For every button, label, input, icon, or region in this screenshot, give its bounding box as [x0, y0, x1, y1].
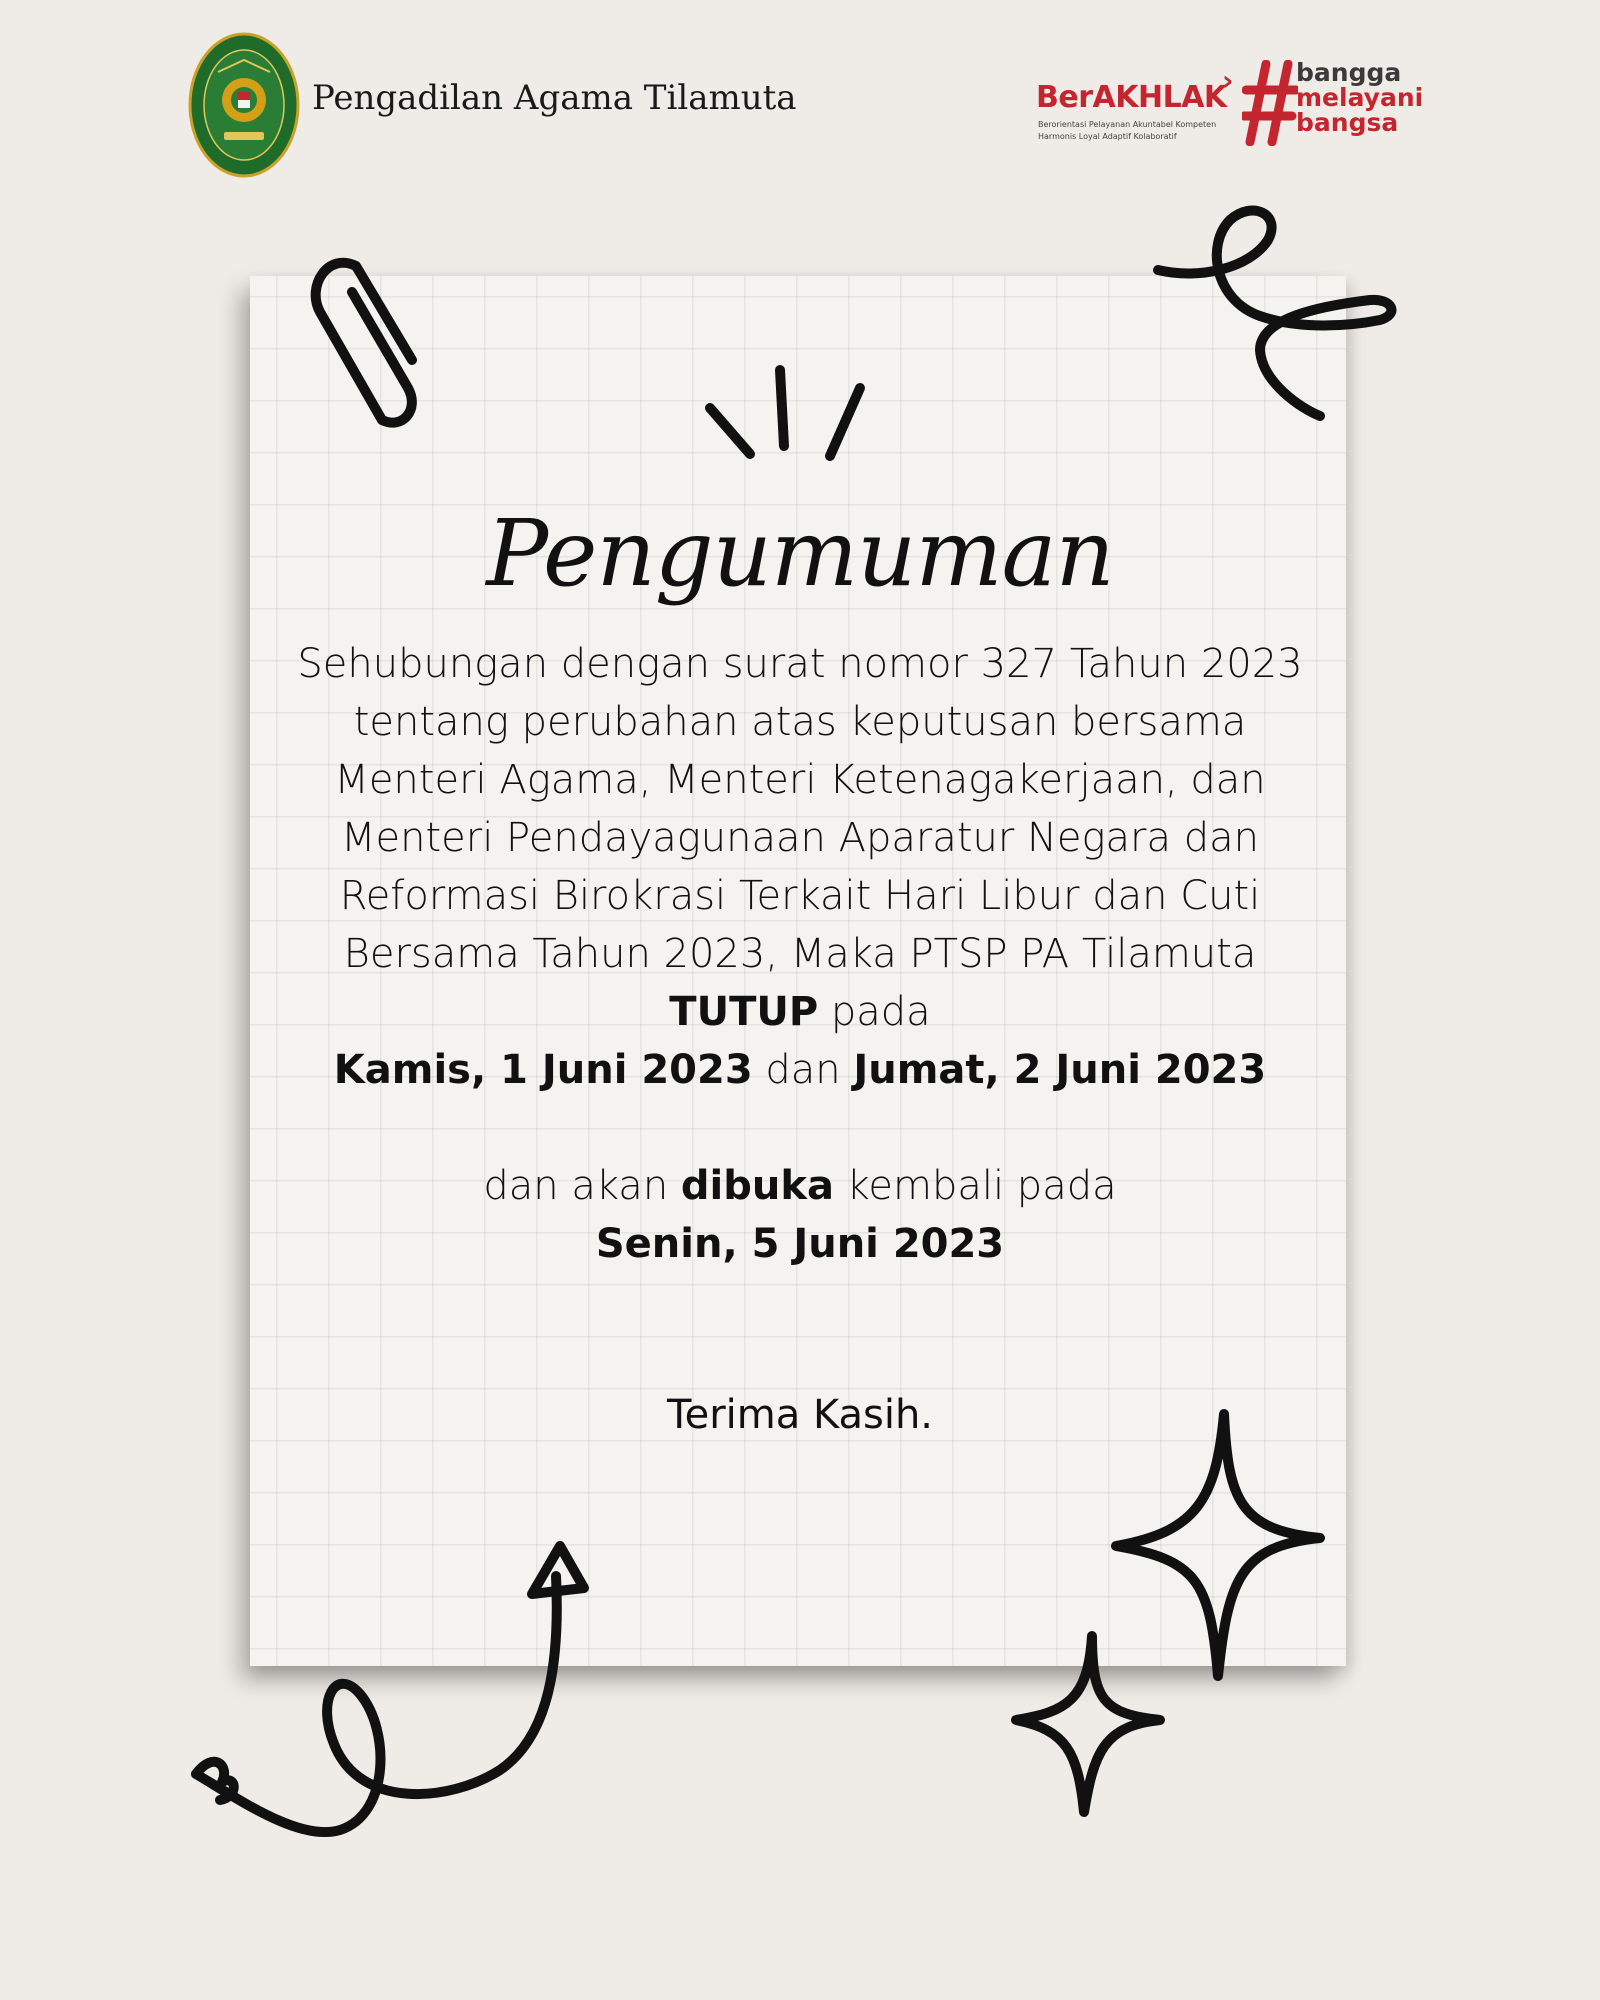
closed-date-2: Jumat, 2 Juni 2023 [853, 1047, 1267, 1093]
closed-word: TUTUP [669, 989, 819, 1035]
notice-line-6: Bersama Tahun 2023, Maka PTSP PA Tilamuta [343, 931, 1257, 977]
closed-dates-line [260, 1041, 1340, 1099]
notice-line-1: Sehubungan dengan surat nomor 327 Tahun 2023 [297, 641, 1303, 687]
header [0, 0, 1600, 190]
notice-line-3: Menteri Agama, Menteri Ketenagakerjaan, dan [334, 757, 1266, 803]
court-seal-logo [188, 32, 300, 178]
hashtag-line-3: bangsa [1296, 108, 1399, 137]
notice-line-5: Reformasi Birokrasi Terkait Hari Libur dan Cuti [339, 873, 1261, 919]
reopen-date-line [260, 1215, 1340, 1273]
closed-date-1: Kamis, 1 Juni 2023 [333, 1047, 753, 1093]
notice-body [260, 635, 1340, 1273]
reopen-before: dan akan [483, 1163, 681, 1209]
closed-after: pada [818, 989, 931, 1035]
reopen-after: kembali pada [833, 1163, 1117, 1209]
closed-line [260, 983, 1340, 1041]
closing-thanks: Terima Kasih. [666, 1392, 934, 1438]
bangga-melayani-bangsa [1296, 60, 1423, 135]
institution-name: Pengadilan Agama Tilamuta [312, 78, 797, 118]
closed-dates-joiner: dan [752, 1047, 854, 1093]
notice-line-2: tentang perubahan atas keputusan bersama [353, 699, 1247, 745]
reopen-word: dibuka [680, 1163, 834, 1209]
chevron-right-icon: › [1222, 64, 1234, 97]
notice-title: Pengumuman [486, 500, 1114, 607]
hashtag-line-2: melayani [1296, 83, 1424, 112]
reopen-line [260, 1157, 1340, 1215]
hashtag-icon [1242, 60, 1298, 146]
notice-line-4: Menteri Pendayagunaan Aparatur Negara dan [341, 815, 1259, 861]
reopen-date: Senin, 5 Juni 2023 [595, 1221, 1005, 1267]
berakhlak-tagline-1: Berorientasi Pelayanan Akuntabel Kompeten [1038, 120, 1217, 129]
berakhlak-tagline-2: Harmonis Loyal Adaptif Kolaboratif [1038, 132, 1177, 141]
hashtag-line-1: bangga [1296, 58, 1402, 87]
berakhlak-word: BerAKHLAK [1036, 80, 1227, 115]
